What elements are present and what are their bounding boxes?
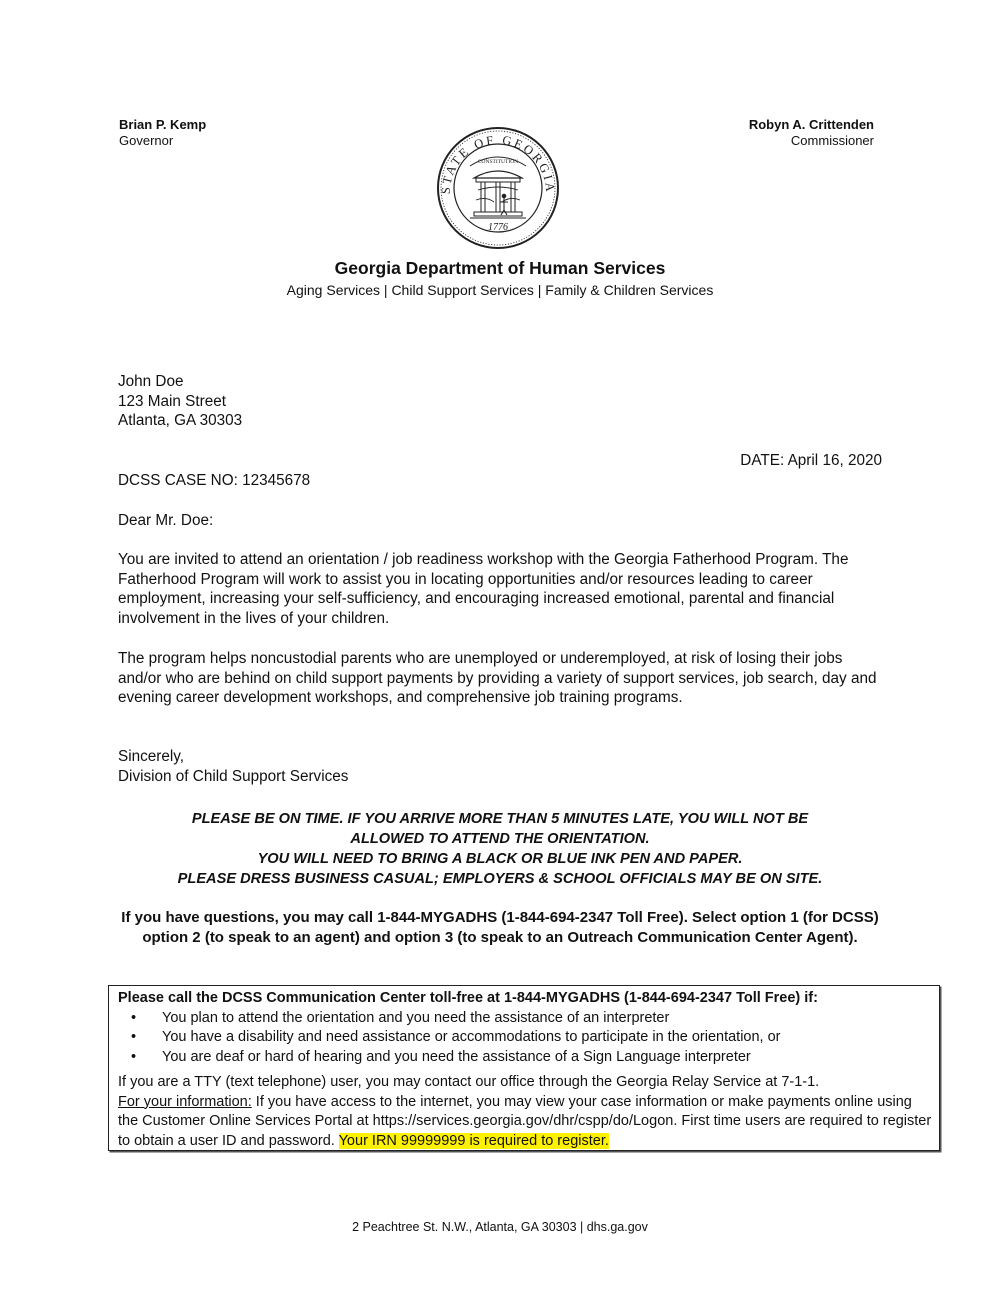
commissioner-block xyxy=(749,117,874,149)
recipient-street: 123 Main Street xyxy=(118,392,226,410)
seal-year: 1776 xyxy=(488,222,508,233)
recipient-name: John Doe xyxy=(118,373,184,390)
questions-notice: If you have questions, you may call 1-844-MYGADHS (1-844-694-2347 Toll Free). Select option 1 (for DCSS) option 2 (to speak to an agent) and option 3 (to speak to an Outreach Communication Center Agent). xyxy=(121,909,879,946)
footer-address: 2 Peachtree St. N.W., Atlanta, GA 30303 | dhs.ga.gov xyxy=(352,1220,648,1234)
list-item-text: You are deaf or hard of hearing and you need the assistance of a Sign Language interpreter xyxy=(162,1048,751,1065)
info-box-heading: Please call the DCSS Communication Center toll-free at 1-844-MYGADHS (1-844-694-2347 Toll Free) if: xyxy=(118,990,818,1006)
closing-signature: Division of Child Support Services xyxy=(118,767,349,785)
tty-text: If you are a TTY (text telephone) user, you may contact our office through the Georgia Relay Service at 7-1-1. xyxy=(118,1074,820,1090)
warning-line: PLEASE BE ON TIME. IF YOU ARRIVE MORE THAN 5 MINUTES LATE, YOU WILL NOT BE xyxy=(191,811,809,827)
bullet-icon: • xyxy=(131,1009,137,1026)
bullet-icon: • xyxy=(131,1048,137,1065)
fyi-label: For your information: xyxy=(118,1093,252,1110)
list-item xyxy=(118,1048,933,1068)
governor-block xyxy=(119,117,206,149)
commissioner-title: Commissioner xyxy=(790,133,874,148)
seal-banner-text: CONSTITUTION xyxy=(477,159,519,165)
warning-notice xyxy=(0,809,1000,889)
governor-title: Governor xyxy=(119,133,174,148)
recipient-city: Atlanta, GA 30303 xyxy=(118,412,243,430)
seal-arc-text: STATE OF GEORGIA xyxy=(438,132,558,195)
irn-highlight: Your IRN 99999999 is required to register. xyxy=(338,1132,609,1149)
recipient-address xyxy=(118,372,242,431)
fyi-text: If you have access to the internet, you may view your case information or make payments online using the Customer Online Services Portal at https://services.georgia.gov/dhr/cspp/do/Logon. First time users are required to register to obtain a user ID and password. xyxy=(118,1093,932,1149)
governor-name: Brian P. Kemp xyxy=(119,117,207,132)
info-box-paragraph xyxy=(118,1073,933,1151)
list-item xyxy=(118,1028,933,1048)
info-box xyxy=(108,985,940,1151)
warning-line: ALLOWED TO ATTEND THE ORIENTATION. xyxy=(350,831,650,847)
bullet-icon: • xyxy=(131,1029,137,1045)
salutation: Dear Mr. Doe: xyxy=(118,512,214,529)
paragraph-invitation: You are invited to attend an orientation / job readiness workshop with the Georgia Fatherhood Program. The Fatherhood Program will work to assist you in locating opportunities and/or resources leading to career employment, increasing your self-sufficiency, and encouraging increased emotional, parental and financial involvement in the lives of your children. xyxy=(118,551,849,628)
paragraph-program: The program helps noncustodial parents who are unemployed or underemployed, at risk of losing their jobs and/or who are behind on child support payments by providing a variety of support services, job search, day and evening career development workshops, and comprehensive job training programs. xyxy=(118,650,877,707)
info-box-content xyxy=(118,989,933,1151)
case-number: DCSS CASE NO: 12345678 xyxy=(118,472,311,489)
list-item-text: You have a disability and need assistance or accommodations to participate in the orientation, or xyxy=(162,1029,781,1045)
georgia-state-seal-icon xyxy=(436,126,560,250)
list-item xyxy=(118,1009,933,1029)
closing-sincerely: Sincerely, xyxy=(118,748,185,765)
info-box-list xyxy=(118,1009,933,1068)
department-title: Georgia Department of Human Services xyxy=(334,258,666,278)
letter-date: DATE: April 16, 2020 xyxy=(740,452,882,469)
commissioner-name: Robyn A. Crittenden xyxy=(748,117,874,132)
department-subtitle: Aging Services | Child Support Services | Family & Children Services xyxy=(286,282,714,298)
warning-line: PLEASE DRESS BUSINESS CASUAL; EMPLOYERS & SCHOOL OFFICIALS MAY BE ON SITE. xyxy=(177,871,823,887)
list-item-text: You plan to attend the orientation and you need the assistance of an interpreter xyxy=(162,1009,670,1026)
warning-line: YOU WILL NEED TO BRING A BLACK OR BLUE INK PEN AND PAPER. xyxy=(257,851,743,867)
closing-block xyxy=(118,747,348,786)
